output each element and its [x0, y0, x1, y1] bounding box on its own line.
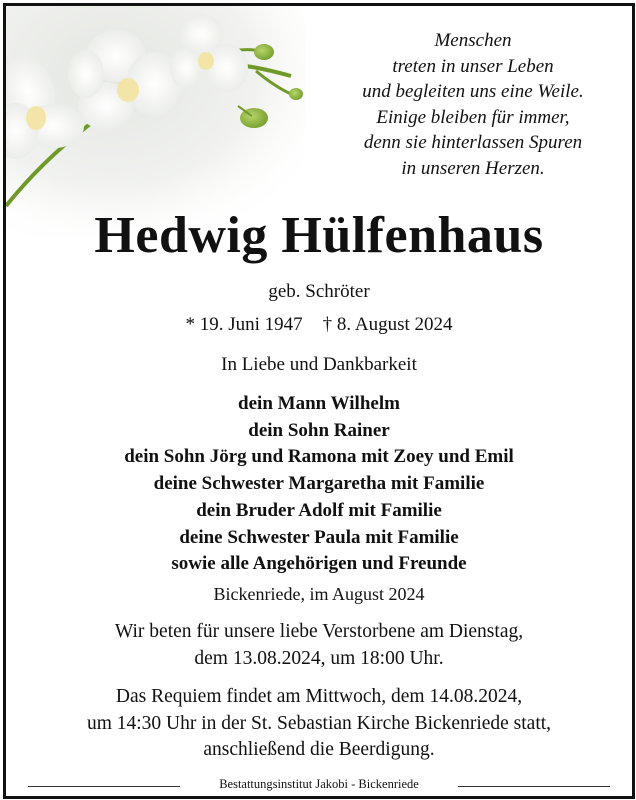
obituary-frame [3, 3, 635, 799]
prayer-line: dem 13.08.2024, um 18:00 Uhr. [194, 647, 444, 669]
orchid-bud [254, 44, 274, 60]
mourner-line: dein Mann Wilhelm [238, 393, 400, 414]
poem-line: treten in unser Leben [392, 55, 554, 77]
prayer-notice [6, 619, 632, 672]
mourners-intro: In Liebe und Dankbarkeit [221, 354, 417, 375]
requiem-notice [6, 684, 632, 764]
mourner-line: dein Sohn Jörg und Ramona mit Zoey und Emil [124, 446, 514, 468]
prayer-line: Wir beten für unsere liebe Verstorbene am Dienstag, [114, 621, 524, 642]
requiem-line: Das Requiem findet am Mittwoch, dem 14.08.2024, [115, 686, 523, 707]
mourner-line: deine Schwester Paula mit Familie [179, 526, 459, 548]
poem-line: Menschen [434, 30, 512, 51]
mourner-line: sowie alle Angehörigen und Freunde [171, 553, 467, 575]
requiem-line: um 14:30 Uhr in der St. Sebastian Kirche Bickenriede statt, [86, 712, 552, 734]
poem-line: und begleiten uns eine Weile. [362, 81, 584, 102]
mourners-list [6, 391, 632, 578]
poem-line: in unseren Herzen. [401, 157, 545, 179]
memorial-poem [348, 28, 598, 181]
deceased-name: Hedwig Hülfenhaus [94, 207, 544, 264]
place-date: Bickenriede, im August 2024 [213, 584, 425, 604]
mourner-line: deine Schwester Margaretha mit Familie [153, 473, 485, 495]
orchid-illustration [6, 6, 306, 236]
life-dates [6, 314, 632, 336]
birth-name: geb. Schröter [268, 281, 370, 302]
death-date: † 8. August 2024 [322, 314, 453, 335]
poem-line: Einige bleiben für immer, [376, 106, 570, 128]
orchid-bud [289, 88, 303, 100]
poem-line: denn sie hinterlassen Spuren [363, 132, 583, 153]
mourner-line: dein Bruder Adolf mit Familie [196, 499, 442, 521]
funeral-home-footer: Bestattungsinstitut Jakobi - Bickenriede [219, 777, 419, 791]
mourner-line: dein Sohn Rainer [248, 419, 390, 441]
requiem-line: anschließend die Beerdigung. [203, 739, 435, 760]
birth-date: * 19. Juni 1947 [185, 314, 303, 335]
